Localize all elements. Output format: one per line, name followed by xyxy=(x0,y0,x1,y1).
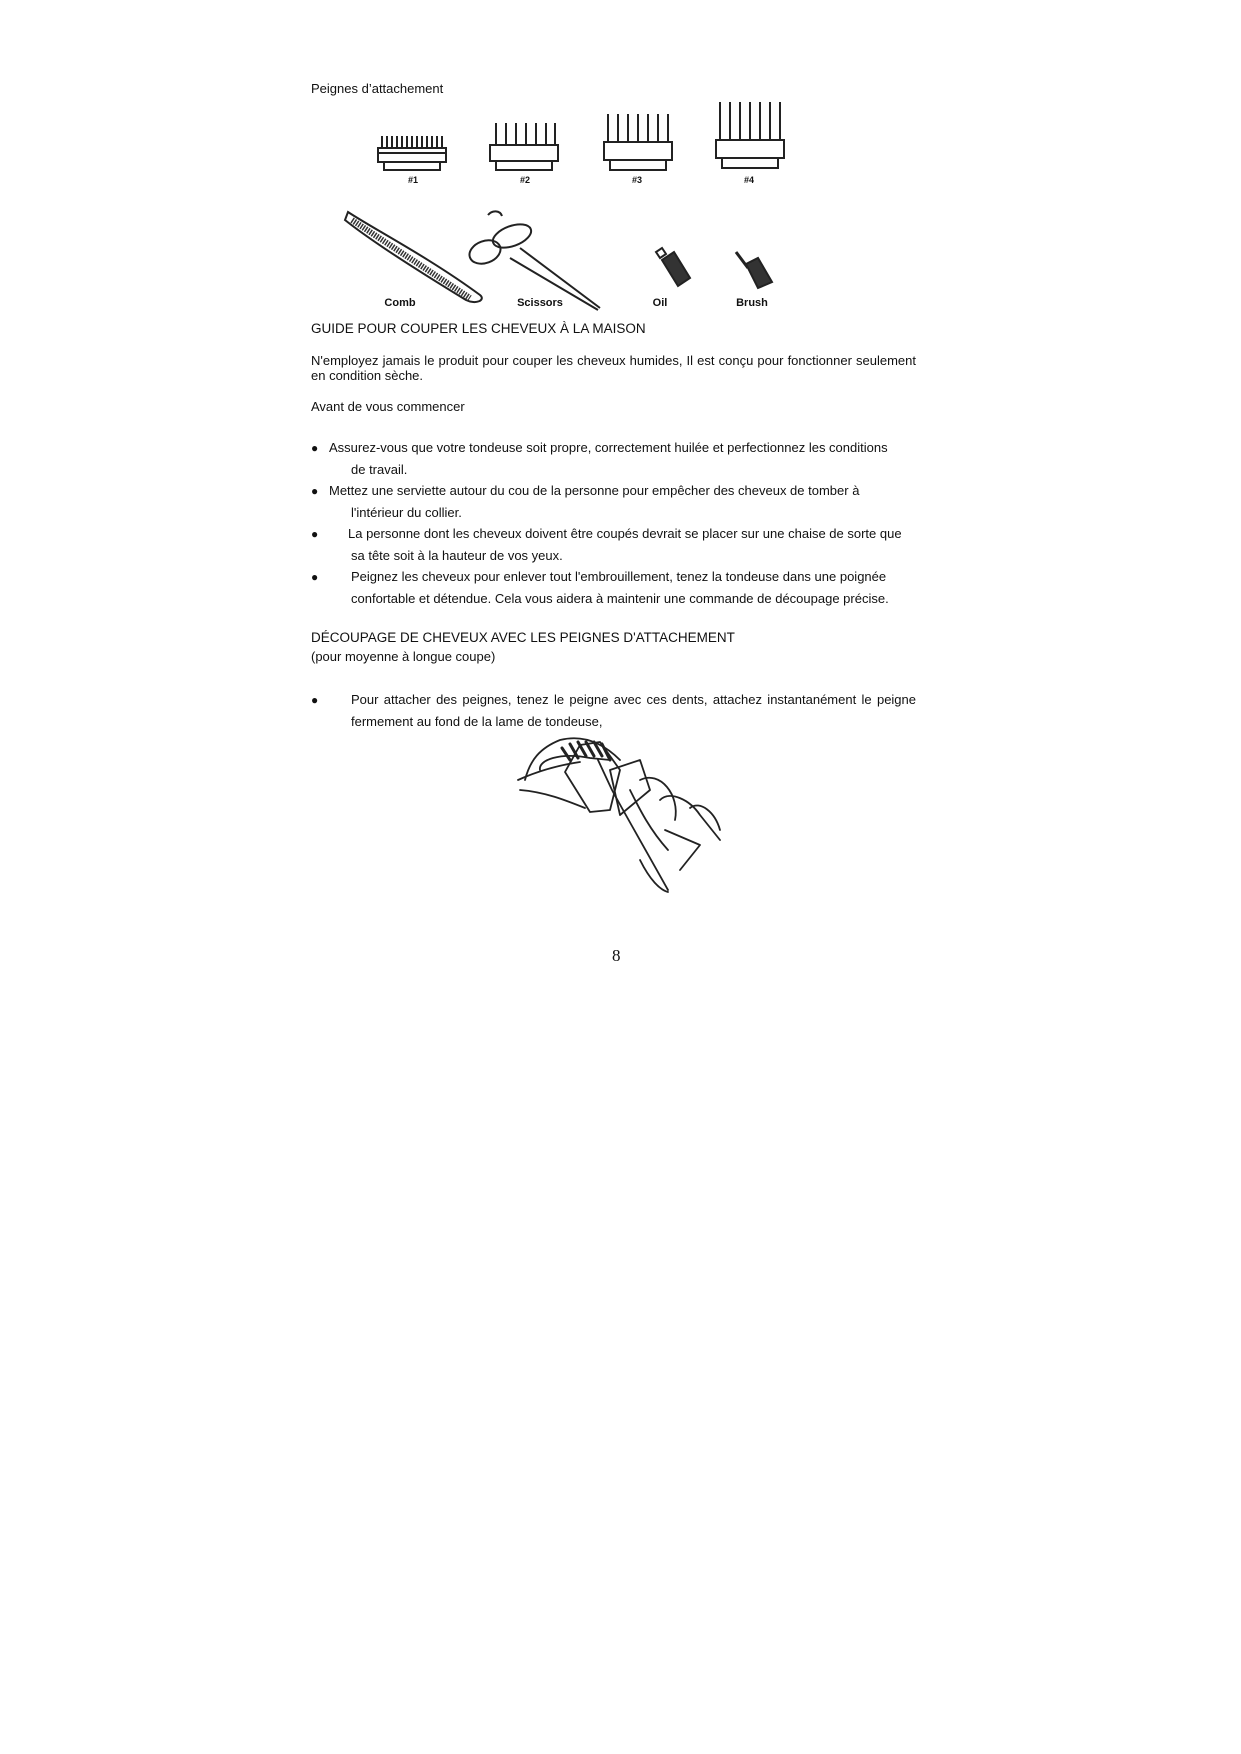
oil-label: Oil xyxy=(652,297,668,309)
comb-label: Comb xyxy=(384,297,416,309)
guide-bullet-1: Assurez-vous que votre tondeuse soit propre, correctement huilée et perfectionnez les conditions de travail. xyxy=(329,440,888,477)
bullet-icon: ● xyxy=(311,484,319,498)
bullet-icon: ● xyxy=(311,693,319,707)
comb-4-label: #4 xyxy=(743,175,754,185)
scissors-label: Scissors xyxy=(517,297,563,309)
comb-1-label: #1 xyxy=(407,175,418,185)
brush-label: Brush xyxy=(736,297,768,309)
guide-bullet-3: La personne dont les cheveux doivent être coupés devrait se placer sur une chaise de sorte que sa tête soit à la hauteur de vos yeux. xyxy=(348,526,902,563)
guide-bullet-2: Mettez une serviette autour du cou de la personne pour empêcher des cheveux de tomber à l'intérieur du collier. xyxy=(329,483,860,520)
dry-use-warning: N'employez jamais le produit pour couper les cheveux humides, Il est conçu pour fonctionner seulement en condition sèche. xyxy=(311,353,916,383)
guide-bullet-4: Peignez les cheveux pour enlever tout l'embrouillement, tenez la tondeuse dans une poignée confortable et détendue. Cela vous aidera à maintenir une commande de découpage précise. xyxy=(351,569,889,606)
attachment-bullet-1: Pour attacher des peignes, tenez le peigne avec ces dents, attachez instantanément le peigne fermement au fond de la lame de tondeuse, xyxy=(351,692,916,729)
section-title-attachment-combs: Peignes d’attachement xyxy=(311,81,444,96)
bullet-icon: ● xyxy=(311,441,319,455)
page-number: 8 xyxy=(612,946,621,965)
attachment-heading: DÉCOUPAGE DE CHEVEUX AVEC LES PEIGNES D'ATTACHEMENT xyxy=(311,630,735,645)
comb-3-label: #3 xyxy=(631,175,642,185)
bullet-icon: ● xyxy=(311,527,319,541)
attachment-subheading: (pour moyenne à longue coupe) xyxy=(311,649,496,664)
bullet-icon: ● xyxy=(311,570,319,584)
guide-heading: GUIDE POUR COUPER LES CHEVEUX À LA MAISON xyxy=(311,321,646,336)
comb-2-label: #2 xyxy=(519,175,530,185)
before-you-start-label: Avant de vous commencer xyxy=(311,399,465,414)
